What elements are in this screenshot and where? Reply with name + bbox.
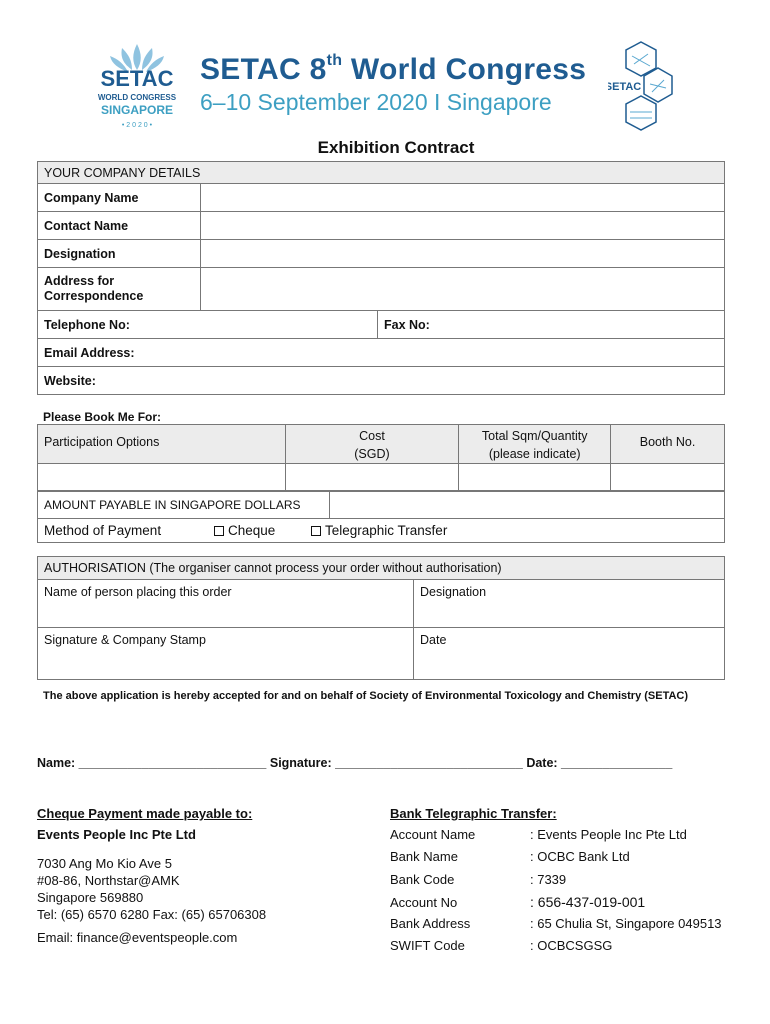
setac-logo	[92, 40, 182, 132]
svg-text:SINGAPORE: SINGAPORE	[100, 103, 174, 117]
cheque-heading: Cheque Payment made payable to:	[37, 806, 253, 821]
cheque-company: Events People Inc Pte Ltd	[37, 827, 196, 842]
fax-field[interactable]: Fax No:	[378, 311, 725, 339]
bank-row: Bank Address : 65 Chulia St, Singapore 049513	[390, 916, 722, 931]
person-name-field[interactable]: Name of person placing this order	[38, 580, 414, 628]
amount-payable-table	[37, 490, 725, 543]
cheque-address: 7030 Ang Mo Kio Ave 5 #08-86, Northstar@AMK Singapore 569880 Tel: (65) 6570 6280 Fax: (65) 65706308	[37, 856, 267, 922]
address-label: Address for Correspondence	[38, 268, 201, 311]
col-cost: Cost (SGD)	[285, 425, 459, 464]
svg-text:• 2 0 2 0 •: • 2 0 2 0 •	[121, 122, 153, 129]
congress-dates: 6–10 September 2020 I Singapore	[200, 89, 552, 115]
auth-date-field[interactable]: Date	[414, 628, 725, 680]
booking-table	[37, 424, 725, 492]
company-name-field[interactable]	[201, 184, 725, 212]
amount-payable-label: AMOUNT PAYABLE IN SINGAPORE DOLLARS	[38, 491, 330, 519]
document-title: Exhibition Contract	[317, 138, 475, 157]
bank-row: Bank Name : OCBC Bank Ltd	[390, 849, 630, 864]
col-booth-no: Booth No.	[611, 425, 725, 464]
auth-designation-field[interactable]: Designation	[414, 580, 725, 628]
tt-checkbox[interactable]	[311, 526, 321, 536]
bank-row: Bank Code : 7339	[390, 872, 567, 887]
amount-payable-field[interactable]	[330, 491, 725, 519]
setac-hex-logo	[608, 40, 674, 132]
svg-text:SETAC: SETAC	[608, 81, 642, 93]
col-total-sqm: Total Sqm/Quantity (please indicate)	[459, 425, 611, 464]
congress-title: SETAC 8th World Congress	[200, 52, 587, 86]
booth-no-field[interactable]	[611, 464, 725, 492]
company-details-table	[37, 161, 725, 395]
method-of-payment-row: Method of Payment Cheque Telegraphic Transfer	[38, 519, 725, 543]
cost-field[interactable]	[285, 464, 459, 492]
email-field[interactable]: Email Address:	[38, 339, 725, 367]
designation-label: Designation	[38, 240, 201, 268]
participation-option-field[interactable]	[38, 464, 286, 492]
telephone-field[interactable]: Telephone No:	[38, 311, 378, 339]
company-section-heading: YOUR COMPANY DETAILS	[38, 162, 725, 184]
bank-row: Account No : 656-437-019-001	[390, 894, 646, 910]
total-sqm-field[interactable]	[459, 464, 611, 492]
bank-heading: Bank Telegraphic Transfer:	[390, 806, 557, 821]
address-field[interactable]	[201, 268, 725, 311]
bank-row: Account Name : Events People Inc Pte Ltd	[390, 827, 687, 842]
signature-stamp-field[interactable]: Signature & Company Stamp	[38, 628, 414, 680]
col-participation-options: Participation Options	[38, 425, 286, 464]
authorisation-table	[37, 556, 725, 680]
company-name-label: Company Name	[38, 184, 201, 212]
designation-field[interactable]	[201, 240, 725, 268]
svg-text:WORLD CONGRESS: WORLD CONGRESS	[97, 93, 177, 102]
acceptance-statement: The above application is hereby accepted for and on behalf of Society of Environmental Toxicology and Chemistry (SETAC)	[43, 690, 689, 702]
signature-line[interactable]: Name: ___________________________ Signature: ___________________________ Date: ________________	[37, 756, 673, 770]
cheque-option[interactable]: Cheque	[214, 523, 311, 538]
telegraphic-transfer-option[interactable]: Telegraphic Transfer	[311, 523, 447, 538]
auth-section-heading: AUTHORISATION (The organiser cannot process your order without authorisation)	[38, 557, 725, 580]
cheque-email[interactable]: Email: finance@eventspeople.com	[37, 930, 238, 945]
contact-name-field[interactable]	[201, 212, 725, 240]
website-field[interactable]: Website:	[38, 367, 725, 395]
contact-name-label: Contact Name	[38, 212, 201, 240]
cheque-checkbox[interactable]	[214, 526, 224, 536]
book-intro: Please Book Me For:	[43, 410, 162, 424]
bank-row: SWIFT Code : OCBCSGSG	[390, 938, 613, 953]
logo-text: SETAC	[100, 66, 174, 91]
